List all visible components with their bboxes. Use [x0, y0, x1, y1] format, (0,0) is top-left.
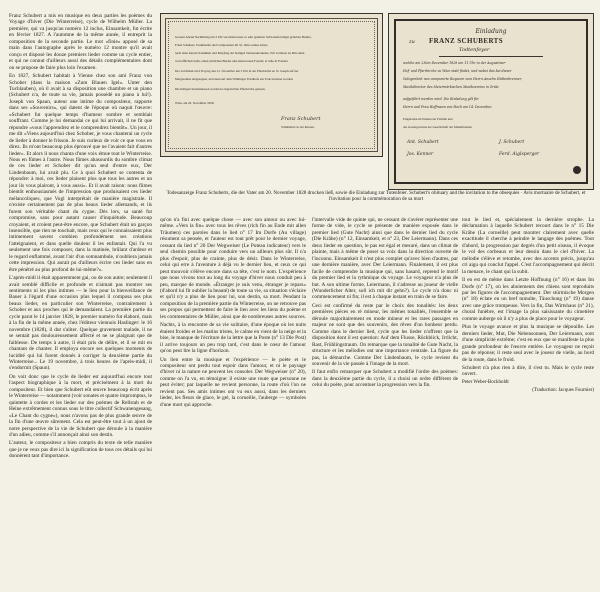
invitation-line: Eingeladen im Namen der Familie und: [403, 117, 453, 121]
invitation-line: Gelegenheit neu componirte Requiem vom Herrn Anselm Hüttenbrenner,: [403, 77, 522, 81]
paragraph: Schubert n'a plus rien à dire, il s'est tu. Mais le cycle reste ouvert.: [462, 364, 594, 378]
invitation-heading: Einladung: [475, 28, 507, 35]
notice-signature: Franz Schubert: [281, 116, 321, 122]
paragraph: Nachts, à la rencontre de sa vie solitaire, d'une époque où les nuits étaient froides et les matins tristes, le calme en vient de la neige et la bise, le manque de l'écriture de la lettre que la Poste (n° 13 Die Post) il arrive toujours un peu trop tard, c'est dans le cœur de l'amour qu'on peut lire la ligne d'horizon.: [160, 322, 306, 355]
invitation-to: zu: [409, 39, 415, 45]
invitation-line: Herrn und Frau Hoffmann von Hoch am 14. Dezember.: [403, 105, 493, 109]
paragraph: Il en est de même dans Letzte Hoffnung (n° 16) et dans Im Dorfe (n° 17), où les aboiements des chiens sont reproduits par les figures de l'accompagnement. Der stürmische Morgen (n° 18) éclate en un bref tumulte, Täuschung (n° 19) danse avec une grâce trompeuse. Vers la fin, Das Wirtshaus (n° 21), choral funèbre, est l'image la plus saisissante du cimetière comme auberge où il n'y a plus de place pour le voyageur.: [462, 277, 594, 322]
wax-seal-icon: [573, 166, 581, 174]
paragraph: qu'on n'a fini avec quelque chose — avec son amour ou avec lui-même. «Vers la fin» avec tous les rêves (rich fin au Ende mit allen Träumen) ces paroles dans le lied n° 17 Im Dorfe (Au village) résument sa pensée, et l'auteur est tout prêt pour le dernier voyage, cessant du lied n° 20 Der Wegweiser (Le Poteau indicateur) vers le seul chemin possible pour conduire vers un ailleurs plus sûr. Il n'a plus d'espoir, plus de crainte, plus de désir. Dans le Winterreise, celui qui erre à l'aventure à déjà vu le dernier lieu, et ceux ce qui peut mouvoir s'élève encore dans sa tête, c'est le nom. L'expérience que nous vivons tout au long du voyage d'hiver nous conduit peu à peu, marque de monde. «Étranger je suis venu, étranger je repars» (d'abord lui fit oublier la beauté) de toute sa vie, sa situation s'éclaire et qu'il n'y a plus de lieu pour lui, son destin, sa mort. Pendant la composition de la première partie du Winterreise, on ne retrouve pas ses propos qui permettent de faire le lien avec les liens du poème et les commentaires de Müller, ainsi que de nombreuses autres sources.: [160, 217, 306, 320]
invitation-line: welche am 23ten Dezember 1828 um 11 Uhr in der Augustiner-: [403, 61, 507, 65]
invitation-name: FRANZ SCHUBERTS: [429, 37, 504, 45]
notice-line: Gestern Abend Nachmittag um 3 Uhr verschied unser so sehr geliebter Sohn mein innigst geliebter Bruder,: [175, 35, 312, 39]
paragraph: Il faut enfin remarquer que Schubert a modifié l'ordre des poèmes: dans la deuxième partie du cycle, il a choisi un ordre différent de celui du poète, pour accentuer la progression vers la fin.: [312, 369, 458, 389]
invitation-line: des Gesangvereins der Gesellschaft der Musikfreunde: [403, 125, 472, 129]
invitation-image: [388, 13, 594, 190]
notice-line: Der Leichnam wird Freytag den 21. November um 3 Uhr in der Pfarrkirche zu St. Joseph auf der: [175, 69, 299, 73]
paragraph: tout le lied et, spécialement la dernière strophe. La déclamation à laquelle Schubert recourt dans le n° 15 Die Krähe (La corneille) peut montrer clairement avec quelle exactitude il cherche à peindre le langage des poèmes. Tout d'abord, la progression par degrés d'un petit oiseau, il évoque le vol des corbeaux et leur dessin dans le ciel d'hiver. La mélodie s'élève et retombe, avec des accents précis, jusqu'au cri aigu qui conclut l'appel. C'est l'accompagnement qui décrit la menace, le chant qui la subit.: [462, 217, 594, 275]
invitation-signature: J. Schubert: [499, 140, 525, 145]
notice-date: Wien, am 20. November 1828.: [175, 101, 215, 105]
paragraph: En 1827, Schubert habitait à Vienne chez son ami Franz von Schober (dans la maison «Zum Blauen Igel». Unter den Tuchlauben), où il avait à sa disposition une chambre et un piano (Schubert n'a, de toute sa vie, jamais possédé un piano à lui!). Joseph von Spaun, auteur une intime du compositeur, rapporte dans ses «Souvenirs», qui datent de l'époque où naquit l'œuvre: «Schubert fut quelque temps d'humeur sombre et semblait souffrant. Comme je lui demandai ce qui lui arrivait, il ne fit que répondre «vous l'apprendrez et le comprendrez bientôt». Un jour, il me dit «Viens aujourd'hui chez Schober, je vous chanterai un cycle de lieder à donner le frisson. Je suis curieux de voir ce que vous en direz. Ils m'ont beaucoup plus éprouvé que ne l'avaient fait d'autres lieder». Et alors il nous chanta d'une voix émue tout le Winterreise. Nous en fûmes à l'autre. Nous fûmes abasourdis du sombre climat de ces lieder et Schober dit qu'un seul d'entre eux, Der Lindenbaum, lui avait plu. Ce à quoi Schubert se contenta de répondre: à moi, ces lieder plaisent plus que tous les autres et un jour ils vous plairont, à vous aussi». Et il avait raison: nous fûmes bientôt enthousiasmés de l'impression que produisaient ces lieder mélancoliques, que Vogl interprétait de manière magistrale. Il n'existe certainement pas de plus beaux lieder allemands, et ils furent son véritable chant du cygne. Dès lors, sa santé fut compromise, sans pour autant causer d'inquiétude. Beaucoup croyaient, et croient peut-être encore, que Schubert était un garçon insensible, que rien ne touchait, mais ceux qui le connaissaient plus intimement savent combien profondément ses créations l'atteignaient, et dans quelle douleur il les enfantait. Qui l'a vu seulement une fois composer, dans la matinée, brûlant d'ardeur et le regard enflammé, avant l'air d'un somnambule, n'oubliera jamais cette impression. Qui aurait pu d'ailleurs écrire ces lieder sans en être pénétré au plus profond de lui-même?».: [9, 73, 152, 273]
text-column-3: [312, 217, 458, 583]
paragraph: Ceci est confirmé du reste par le choix des tonalités: les deux premières pièces en ré mineur, les mêmes tonalités, l'ensemble se déroule majoritairement en mode mineur et les rares passages en majeur ne sont que des souvenirs, des rêves d'un bonheur perdu. Comme dans le dernier lied, cycle que les lieder n'offrent que la disposition dont il est question: Auf dem Flusse, Rückblick, Irrlicht, Rast, Frühlingstraum. On remarque que la tonalité de Gute Nacht, la structure et les mélodies ont une importance centrale. La figure du pas, la démarche. Comme Der Lindenbaum, le cycle revient du souvenir de la vie passée à l'image de la mort.: [312, 302, 458, 367]
text-column-2: [160, 217, 306, 583]
paragraph: l'intervalle vide de quinte qui, ne cessant de s'avérer représenter une forme de vide, le cycle se présente de manière exposée dans le premier lied (Gute Nacht) ainsi que dans le dernier lied du cycle (Die Krähe) (n° 12, Einsamkeit, et n° 23, Der Leiermann). Dans ces deux lieder en question, le pas est égal et mesuré, dans un climat de plainte, mais à même de poser sa voix dans la direction ouverte de l'inconnu. Einsamkeit il n'est plus complet qu'avec bien d'autres, par une dernière manière, avec Der Leiermann. Finalement, il est plus facile de comprendre la musique qui, sans hasard, reprend le motif du premier lied et la rythmique du voyage. Le voyageur n'a plus de but. A son ultime forme, Leiermann, il s'adresse au joueur de vielle (Wunderlicher Alter, soll ich mit dir gehn?). Le cycle n'a donc ni commencement ni fin; il est à chaque instant en train de se faire.: [312, 217, 458, 301]
author-credit: Peter Weber-Bockholdt: [462, 379, 509, 385]
paragraph: Plus le voyage avance et plus la musique se dépouille. Les derniers lieder, Mut, Die Nebensonnen, Der Leiermann, sont d'une simplicité extrême; c'est en eux que se manifeste la plus grande profondeur de l'œuvre entière. Le voyageur ne reçoit pas de réponse; il reste seul avec le joueur de vielle, au bord de la route, dans le froid.: [462, 324, 594, 363]
paragraph: Franz Schubert a mis en musique en deux parties les poèmes du Voyage d'hiver (Die Winterreise), cycle de Wilhelm Müller. La première, qui va jusqu'au numéro 12 inclus, Einsamkeit, fut écrite en février 1827. A l'automne de la même année, il entreprit la composition de la seconde partie. Le mot «finie» apposé de sa main dans l'autographe après le numéro 12 montre qu'il avait conçu et disposé les douze premiers lieder comme un cycle entier, et qui ne connut d'ailleurs aussi des détails complémentaires dont on se propose de faire plus loin l'examen.: [9, 13, 152, 71]
invitation-line: aufgeführt werden wird. Die Einladung gilt für: [403, 97, 479, 101]
invitation-line: Musikdirector des Steiermärkischen Musikvereins in Grätz: [403, 85, 499, 89]
figure-caption: Todesanzeige Franz Schuberts, die der Vater am 20. November 1828 drucken ließ, sowie die Einladung zur Totenfeier. Schubert's obituary and the invitation to the obsequies · Avis mortuaire de Schubert, et l'invitation pour la commémoration de sa mort: [166, 190, 586, 203]
obituary-notice-image: [160, 13, 383, 157]
invitation-signature: Ant. Schubert: [407, 140, 439, 145]
notice-line: Franz Schubert, Tonkünstler und Compositeur im 32. Jahre seines Alters,: [175, 43, 269, 47]
paragraph: Un lien entre la musique et l'expérience — le poète et le compositeur ont perdu tout espoir dans l'amour, et ni le paysage d'hiver ni la nature ne peuvent les consoler. Der Wegweiser (n° 20), comme on l'a vu, en témoigne: il existe une route que personne ne peut éviter; par laquelle ne revient personne, la route d'où l'on ne revient pas. Ses amis intimes ont vu eux aussi, dans les derniers lieder, les fleurs de glace, le gel, la corneille, l'auberge — symboles d'une mort qui approche.: [160, 356, 306, 408]
invitation-signature: Jos. Kenner: [407, 152, 434, 157]
text-column-1: [9, 13, 152, 583]
invitation-line: Hof- und Pfarrkirche zu Wien statt findet, und wobei das bei dieser: [403, 69, 512, 73]
invitation-subname: Todtenfeyer: [459, 47, 490, 53]
notice-line: Margarethen eingesegnet, und dann auf dem Währinger Friedhofe zur Erde bestattet werden.: [175, 77, 294, 81]
paragraph: On voit donc que le cycle de lieder est aujourd'hui encore tout l'aspect biographique à la mort, et précisément à la mort du compositeur. Et bien que Schubert eût œuvre beaucoup écrit après le Winterreise — notamment (voir sonates et quatre impromptus, le quintette à cordes et les lieder sur des poèmes de Rellstab et de Heine extrêmement connus sous le titre collectif Schwanengesang, «Le Chant du cygne»), nous n'avons pas de plus grande œuvre de la fin d'une œuvre sûrement. Cela est peut-être tout à un ajout de notre perspective de la vie de Schubert que déroule à la manière d'un adieu, comme s'il annonçait ainsi son destin.: [9, 373, 152, 438]
notice-subscript: Schullehrer in der Rossau.: [281, 125, 315, 129]
notice-inner-frame: [168, 21, 375, 149]
ornament-rule: [439, 56, 543, 57]
notice-line: Die heiligen Seelenmessen werden in obgedachter Pfarrkirche gelesen.: [175, 87, 266, 91]
paragraph: L'auteur, le compositeur a bien compris du texte de telle manière que je ne veux pas dire ici la signification de tous ces détails qui lui donnèrent tant d'importance.: [9, 440, 152, 460]
translator-credit: (Traduction: Jacques Fournier): [532, 388, 594, 394]
paragraph: L'après-midi il était apparemment gai, ou de son autre; seulement il avait semblé difficile et profonde et n'aimait pas montrer ses sentiments ni les plus intimes — le lieu pour la bienveillance de Bauer à l'égard d'une occasion plus lequel il composa ses plus beaux lieder, en particulier son Winterreise, contrairement à Schober et aux proches qui le demandaient. La première partie du cycle parut le 14 janvier 1828, le premier numéro fut élaboré, mais à la fin de la même année, chez l'éditeur viennois Haslinger: le 16 novembre (1828), il dut s'aliter. Quelque gravement malade, il ne se sentait pas douloureusement affecté et ne se plaignait que de faiblesse. De temps à autre, il était pris de délire, et il se mit en chantant de chanter. Il employa encore ses quelques moments de lucidité qui lui furent donnés à corriger la deuxième partie du Winterreise... Le 19 novembre, à trois heures de l'après-midi, il s'endormit (Spaun).: [9, 275, 152, 372]
invitation-signature: Ferd. Aiglsperger: [499, 152, 540, 157]
notice-line: vortrefflichen Sohn, einen zärtlichen Bruder und einen treuen Freund; er ruhe in Frieden.: [175, 59, 289, 63]
notice-line: nach einer kurzen Krankheit und Empfang der heiligen Sterbesakramente. Wir verlieren an ihm einen: [175, 51, 305, 55]
text-column-4: [462, 217, 594, 583]
